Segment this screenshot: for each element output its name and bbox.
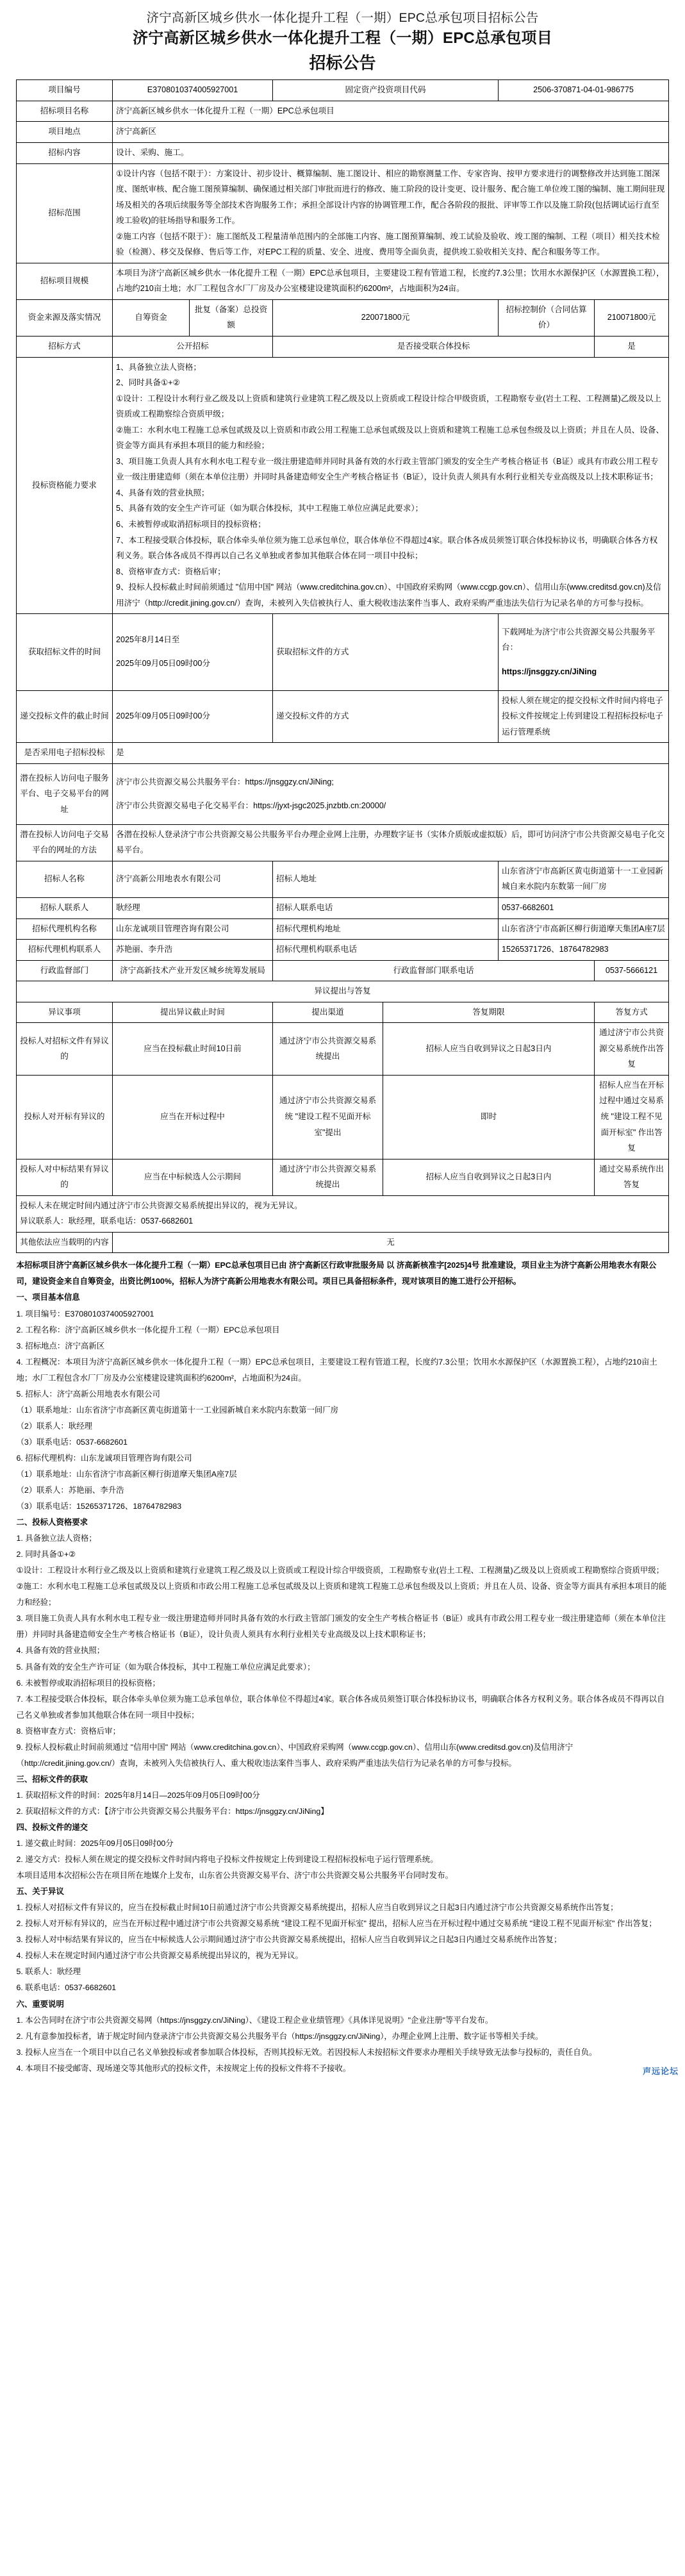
project-scale-label: 招标项目规模 — [16, 263, 112, 299]
tender-scope-paragraph-2: ②施工内容（包括不限于）：施工图纸及工程量清单范围内的全部施工内容、施工图预算编制、竣工试验及验收、竣工图的编制、工程（项目）相关技术检验（检测）、移交及保修、售后等工作，对EPC工程的质量、安全、进度、费用等全面负责，提供竣工验收相关支持、配合和服务等工作。 — [115, 231, 660, 257]
section-4-note: 本项目适用本次招标公告在项目所在地媒介上发布，山东省公共资源交易平台、济宁市公共资源交易公共服务平台同时发布。 — [16, 1871, 453, 1881]
section-5-item: 4. 投标人未在规定时间内通过济宁市公共资源交易系统提出异议的，视为无异议。 — [16, 1951, 303, 1961]
section-6-item: 1. 本公告同时在济宁市公共资源交易网（https://jnsggzy.cn/JiNing）、《建设工程企业业绩管理》《具体详见说明》"企业注册"等平台发布。 — [16, 2015, 493, 2025]
objection-reply-method: 招标人应当在开标过程中通过交易系统 "建设工程不见面开标室" 作出答复 — [595, 1075, 669, 1159]
objection-channel: 通过济宁市公共资源交易系统提出 — [273, 1023, 383, 1076]
qualification-item: 9、投标人投标截止时间前须通过 "信用中国" 网站（www.creditchina.gov.cn）、中国政府采购网（www.ccgp.gov.cn）、信用山东(www.creditsd.gov.cn)及信用济宁（http://credit.jining.gov.cn/）查询，未被列入失信被执行人、重大税收违法案件当事人、政府采购严重违法失信行为记录名单的方可参与投标。 — [115, 583, 661, 608]
tenderer-phone-value: 0537-6682601 — [499, 897, 669, 918]
table-row — [16, 122, 668, 143]
qualification-label: 投标资格能力要求 — [16, 357, 112, 614]
agent-name-value: 山东龙诚项目管理咨询有限公司 — [112, 918, 272, 940]
table-row — [16, 80, 668, 101]
tenderer-contact-label: 招标人联系人 — [16, 897, 112, 918]
section-2-title: 二、投标人资格要求 — [16, 1518, 88, 1527]
table-row — [16, 337, 668, 358]
tender-method-value: 公开招标 — [112, 337, 272, 358]
section-4-item: 2. 递交方式：投标人须在规定的提交投标文件时间内将电子投标文件按规定上传到建设工程招标投标电子运行管理系统。 — [16, 1855, 438, 1865]
control-price-value: 210071800元 — [595, 299, 669, 336]
table-row — [16, 743, 668, 764]
objection-note-2: 异议联系人：耿经理，联系电话：0537-6682601 — [19, 1217, 194, 1226]
tenderer-phone-label: 招标人联系电话 — [273, 897, 499, 918]
doc-acquire-time-end: 2025年09月05日09时00分 — [115, 659, 211, 669]
section-2-item: 9. 投标人投标截止时间前须通过 "信用中国" 网站（www.creditchina.gov.cn）、中国政府采购网（www.ccgp.gov.cn）、信用山东(www.creditsd.gov.cn)及信用济宁（http://credit.jining.gov.cn/）查询，未被列入失信被执行人、重大税收违法案件当事人、政府采购严重违法失信行为记录名单的方可参与投标。 — [16, 1742, 574, 1768]
table-row — [16, 1075, 668, 1159]
table-row — [16, 763, 668, 824]
table-row — [16, 960, 668, 981]
objection-item: 投标人对开标有异议的 — [16, 1075, 112, 1159]
submission-deadline-value: 2025年09月05日09时00分 — [112, 690, 272, 743]
qualification-item: ②施工：水利水电工程施工总承包贰级及以上资质和市政公用工程施工总承包贰级及以上资质和建筑工程施工总承包叁级及以上资质；并且在人员、设备、资金等方面具有承担本项目的能力和经验； — [115, 425, 664, 451]
tenderer-address-value: 山东省济宁市高新区黄屯街道第十一工业园新城自来水院内东数第一间厂房 — [499, 861, 669, 897]
section-5-title: 五、关于异议 — [16, 1887, 64, 1897]
table-row — [16, 981, 668, 1002]
section-1-item: 2. 工程名称：济宁高新区城乡供水一体化提升工程（一期）EPC总承包项目 — [16, 1325, 280, 1334]
section-6-item: 3. 投标人应当在一个项目中以自己名义单独投标或者参加联合体投标，否则其投标无效。若因投标人未按招标文件要求办理相关手续导致无法参与投标的，责任自负。 — [16, 2047, 597, 2057]
table-row — [16, 824, 668, 861]
table-row — [16, 101, 668, 122]
objection-channel: 通过济宁市公共资源交易系统 "建设工程不见面开标室"提出 — [273, 1075, 383, 1159]
qualification-list — [112, 357, 668, 614]
approval-amount-value: 220071800元 — [273, 299, 499, 336]
site-watermark — [643, 2065, 679, 2077]
section-4-item: 1. 递交截止时间：2025年09月05日09时00分 — [16, 1839, 174, 1849]
body-intro: 本招标项目济宁高新区城乡供水一体化提升工程（一期）EPC总承包项目已由 济宁高新区行政审批服务局 以 济高新核准字[2025]4号 批准建设，项目业主为济宁高新公用地表水有限公司，建设资金来自自筹资金，出资比例100%，招标人为济宁高新公用地表水有限公司。项目已具备招标条件，现对该项目的施工进行公开招标。 — [16, 1261, 657, 1286]
project-name-label: 招标项目名称 — [16, 101, 112, 122]
section-5-item: 6. 联系电话：0537-6682601 — [16, 1983, 117, 1993]
agent-name-label: 招标代理机构名称 — [16, 918, 112, 940]
section-1-item: 4. 工程概况：本项目为济宁高新区城乡供水一体化提升工程（一期）EPC总承包项目，主要建设工程有管道工程，长度约7.3公里；饮用水水源保护区（水源置换工程），占地约210亩土地；水厂工程包含水厂厂房及办公室楼建设建筑面积约6200m²，占地面积为24亩。 — [16, 1357, 657, 1383]
objection-notes — [16, 1195, 668, 1232]
section-2-item: 1. 具备独立法人资格； — [16, 1534, 97, 1543]
section-1-item: 6. 招标代理机构：山东龙诚项目管理咨询有限公司 — [16, 1453, 192, 1463]
section-5-item: 1. 投标人对招标文件有异议的，应当在投标截止时间10日前通过济宁市公共资源交易系统提出，招标人应当自收到异议之日起3日内通过济宁市公共资源交易系统作出答复； — [16, 1903, 618, 1913]
agent-sub-item: （1）联系地址：山东省济宁市高新区柳行街道摩天集团A座7层 — [16, 1469, 237, 1479]
project-site-label: 项目地点 — [16, 122, 112, 143]
objection-deadline: 应当在中标候选人公示期间 — [112, 1159, 272, 1195]
table-row — [16, 1023, 668, 1076]
platform-url-value — [112, 763, 668, 824]
qualification-item: 5、具备有效的安全生产许可证（如为联合体投标，其中工程施工单位应满足此要求）； — [115, 504, 424, 513]
qualification-item: 2、同时具备①+② — [115, 378, 180, 388]
qualification-item: ①设计：工程设计水利行业乙级及以上资质和建筑行业建筑工程乙级及以上资质或工程设计综合甲级资质，工程勘察专业(岩土工程、工程测量)乙级及以上资质或工程勘察综合资质甲级； — [115, 394, 661, 419]
tenderer-sub-item: （2）联系人：耿经理 — [16, 1421, 92, 1431]
section-5-item: 5. 联系人：耿经理 — [16, 1967, 81, 1977]
doc-acquire-method-label: 获取招标文件的方式 — [273, 614, 499, 690]
objection-header-reply-method: 答复方式 — [595, 1002, 669, 1023]
platform-url-trading[interactable]: 济宁市公共资源交易电子化交易平台：https://jyxt-jsgc2025.jnzbtb.cn:20000/ — [115, 801, 386, 810]
section-6-item: 4. 本项目不接受邮寄、现场递交等其他形式的投标文件，未按规定上传的投标文件将不予接收。 — [16, 2063, 351, 2073]
section-2-item: ②施工：水利水电工程施工总承包贰级及以上资质和市政公用工程施工总承包贰级及以上资质和建筑工程施工总承包叁级及以上资质；并且在人员、设备、资金等方面具有承担本项目的能力和经验； — [16, 1582, 667, 1608]
fund-source-label: 资金来源及落实情况 — [16, 299, 112, 336]
agent-phone-label: 招标代理机构联系电话 — [273, 940, 499, 961]
objection-channel: 通过济宁市公共资源交易系统提出 — [273, 1159, 383, 1195]
platform-url-public[interactable]: 济宁市公共资源交易公共服务平台：https://jnsggzy.cn/JiNing; — [115, 777, 334, 786]
supervisor-phone-label: 行政监督部门联系电话 — [273, 960, 595, 981]
qualification-item: 7、本工程接受联合体投标，联合体牵头单位须为施工总承包单位，联合体单位不得超过4家。联合体各成员须签订联合体投标协议书，明确联合体各方权利义务。联合体各成员不得再以自己名义单独或者参加其他联合体在同一项目中投标； — [115, 535, 658, 561]
tenderer-name-value: 济宁高新公用地表水有限公司 — [112, 861, 272, 897]
doc-acquire-time-value — [112, 614, 272, 690]
agent-phone-value: 15265371726、18764782983 — [499, 940, 669, 961]
objection-deadline: 应当在开标过程中 — [112, 1075, 272, 1159]
objection-reply-period: 即时 — [383, 1075, 595, 1159]
section-6-title: 六、重要说明 — [16, 1999, 64, 2009]
project-scale-value: 本项目为济宁高新区城乡供水一体化提升工程（一期）EPC总承包项目，主要建设工程有管道工程，长度约7.3公里；饮用水水源保护区（水源置换工程），占地约210亩土地；水厂工程包含水厂厂房及办公室楼建设建筑面积约6200m²，占地面积为24亩。 — [112, 263, 668, 299]
objection-reply-method: 通过交易系统作出答复 — [595, 1159, 669, 1195]
section-3-item: 1. 获取招标文件的时间：2025年8月14日—2025年09月05日09时00分 — [16, 1790, 260, 1800]
tenderer-sub-item: （3）联系电话：0537-6682601 — [16, 1437, 128, 1447]
objection-reply-period: 招标人应当自收到异议之日起3日内 — [383, 1159, 595, 1195]
tenderer-name-label: 招标人名称 — [16, 861, 112, 897]
table-row — [16, 1195, 668, 1232]
doc-acquire-time-label: 获取招标文件的时间 — [16, 614, 112, 690]
objection-deadline: 应当在投标截止时间10日前 — [112, 1023, 272, 1076]
tender-info-table — [16, 79, 669, 1253]
table-row — [16, 690, 668, 743]
project-no-label: 项目编号 — [16, 80, 112, 101]
section-4-title: 四、投标文件的递交 — [16, 1823, 88, 1832]
agent-sub-item: （2）联系人：苏艳丽、李升浩 — [16, 1486, 124, 1495]
agent-address-label: 招标代理机构地址 — [273, 918, 499, 940]
qualification-item: 1、具备独立法人资格； — [115, 362, 201, 372]
objection-reply-method: 通过济宁市公共资源交易系统作出答复 — [595, 1023, 669, 1076]
document-title-bold: 济宁高新区城乡供水一体化提升工程（一期）EPC总承包项目 — [133, 29, 552, 47]
project-no-value: E3708010374005927001 — [112, 80, 272, 101]
e-tender-label: 是否采用电子招标投标 — [16, 743, 112, 764]
section-3-item[interactable]: 2. 获取招标文件的方式：【济宁市公共资源交易公共服务平台：https://jnsggzy.cn/JiNing】 — [16, 1806, 329, 1816]
fixed-asset-code-value: 2506-370871-04-01-986775 — [499, 80, 669, 101]
section-1-title: 一、项目基本信息 — [16, 1293, 80, 1302]
table-row — [16, 861, 668, 897]
watermark-text: 声远论坛 — [642, 2066, 679, 2076]
tender-scope-label: 招标范围 — [16, 163, 112, 263]
agent-contact-label: 招标代理机构联系人 — [16, 940, 112, 961]
table-row — [16, 357, 668, 614]
section-2-item: 5. 具备有效的安全生产许可证（如为联合体投标，其中工程施工单位应满足此要求）； — [16, 1662, 315, 1672]
table-row — [16, 142, 668, 163]
tenderer-sub-item: （1）联系地址：山东省济宁市高新区黄屯街道第十一工业园新城自来水院内东数第一间厂房 — [16, 1405, 339, 1415]
fund-source-value: 自筹资金 — [112, 299, 189, 336]
table-row — [16, 940, 668, 961]
section-2-item: 4. 具备有效的营业执照； — [16, 1646, 105, 1656]
project-site-value: 济宁高新区 — [112, 122, 668, 143]
tender-content-value: 设计、采购、施工。 — [112, 142, 668, 163]
doc-acquire-time-start: 2025年8月14日至 — [115, 635, 180, 645]
section-2-item: 3. 项目施工负责人具有水利水电工程专业一级注册建造师并同时具备有效的水行政主管部门颁发的安全生产考核合格证书（B证）或具有市政公用工程专业一级注册建造师（须在本单位注册）并同时具备建造师安全生产考核合格证书（B证），设计负责人须具有水利行业相关专业高级及以上技术职称证书； — [16, 1614, 666, 1640]
section-5-item: 2. 投标人对开标有异议的，应当在开标过程中通过济宁市公共资源交易系统 "建设工程不见面开标室" 提出，招标人应当在开标过程中通过交易系统 "建设工程不见面开标室" 作出答复； — [16, 1919, 657, 1929]
objection-header-channel: 提出渠道 — [273, 1002, 383, 1023]
section-2-item: 7. 本工程接受联合体投标，联合体牵头单位须为施工总承包单位，联合体单位不得超过4家。联合体各成员须签订联合体投标协议书，明确联合体各方权利义务。联合体各成员不得再以自己名义单独或者参加其他联合体在同一项目中投标； — [16, 1694, 665, 1720]
supervisor-label: 行政监督部门 — [16, 960, 112, 981]
supervisor-phone-value: 0537-5666121 — [595, 960, 669, 981]
table-row — [16, 1159, 668, 1195]
tender-content-label: 招标内容 — [16, 142, 112, 163]
tenderer-address-label: 招标人地址 — [273, 861, 499, 897]
section-1-item: 1. 项目编号：E3708010374005927001 — [16, 1309, 154, 1318]
control-price-label: 招标控制价（合同估算价） — [499, 299, 595, 336]
agent-sub-item: （3）联系电话：15265371726、18764782983 — [16, 1502, 182, 1511]
submission-method-value: 投标人须在规定的提交投标文件时间内将电子投标文件按规定上传到建设工程招标投标电子运行管理系统 — [499, 690, 669, 743]
table-row — [16, 299, 668, 336]
table-row — [16, 614, 668, 690]
platform-url-label: 潜在投标人访问电子服务平台、电子交易平台的网址 — [16, 763, 112, 824]
section-2-item: 8. 资格审查方式：资格后审； — [16, 1726, 120, 1736]
objection-header-item: 异议事项 — [16, 1002, 112, 1023]
objection-header-deadline: 提出异议截止时间 — [112, 1002, 272, 1023]
platform-access-method-label: 潜在投标人访问电子交易平台的网址的方法 — [16, 824, 112, 861]
qualification-item: 3、项目施工负责人具有水利水电工程专业一级注册建造师并同时具备有效的水行政主管部门颁发的安全生产考核合格证书（B证）或具有市政公用工程专业一级注册建造师（须在本单位注册）并同时具备建造师安全生产考核合格证书（B证），设计负责人须具有水利行业相关专业高级及以上技术职称证书； — [115, 456, 659, 482]
objection-note-1: 投标人未在规定时间内通过济宁市公共资源交易系统提出异议的，视为无异议。 — [19, 1201, 302, 1210]
section-2-item: 2. 同时具备①+② — [16, 1550, 76, 1559]
tender-scope-paragraph-1: ①设计内容（包括不限于）：方案设计、初步设计、概算编制、施工图设计、相应的勘察测量工作、专家咨询、按甲方要求进行的调整修改并达到施工图深度、图纸审核、配合施工图预算编制、确保通过相关部门审批而进行的修改、施工阶段的设计变更、设计服务、配合施工单位竣工图的编制、施工期间驻现场及相关的各项后续服务等全部技术咨询服务工作；承担全部设计内容的协调管理工作，配合各阶段的报批、评审等工作以及施工阶段(包括调试运行直至竣工验收)的驻场指导和服务工作。 — [115, 169, 665, 226]
doc-acquire-method-value — [499, 614, 669, 690]
tenderer-contact-value: 耿经理 — [112, 897, 272, 918]
tender-scope-value — [112, 163, 668, 263]
other-content-value: 无 — [112, 1232, 668, 1253]
section-1-item: 3. 招标地点：济宁高新区 — [16, 1341, 105, 1350]
announcement-body — [17, 1258, 669, 2076]
section-2-item: ①设计：工程设计水利行业乙级及以上资质和建筑行业建筑工程乙级及以上资质或工程设计综合甲级资质，工程勘察专业(岩土工程、工程测量)乙级及以上资质或工程勘察综合资质甲级； — [16, 1566, 664, 1575]
doc-acquire-method-url[interactable]: https://jnsggzy.cn/JiNing — [502, 667, 597, 676]
submission-deadline-label: 递交投标文件的截止时间 — [16, 690, 112, 743]
tender-method-label: 招标方式 — [16, 337, 112, 358]
qualification-item: 8、资格审查方式：资格后审； — [115, 567, 226, 576]
objection-item: 投标人对招标文件有异议的 — [16, 1023, 112, 1076]
doc-acquire-method-text: 下载网址为济宁市公共资源交易公共服务平台： — [502, 627, 656, 652]
section-1-item: 5. 招标人：济宁高新公用地表水有限公司 — [16, 1389, 160, 1399]
objection-section-title: 异议提出与答复 — [16, 981, 668, 1002]
e-tender-value: 是 — [112, 743, 668, 764]
approval-amount-label: 批复（备案）总投资额 — [189, 299, 272, 336]
table-row — [16, 1002, 668, 1023]
title-block — [0, 0, 685, 76]
agent-contact-value: 苏艳丽、李升浩 — [112, 940, 272, 961]
objection-header-reply-period: 答复期限 — [383, 1002, 595, 1023]
consortium-value: 是 — [595, 337, 669, 358]
platform-access-method-value: 各潜在投标人登录济宁市公共资源交易公共服务平台办理企业网上注册，办理数字证书（实体介质版或虚拟版）后，即可访问济宁市公共资源交易电子化交易平台。 — [112, 824, 668, 861]
objection-reply-period: 招标人应当自收到异议之日起3日内 — [383, 1023, 595, 1076]
objection-item: 投标人对中标结果有异议 的 — [16, 1159, 112, 1195]
consortium-label: 是否接受联合体投标 — [273, 337, 595, 358]
table-row — [16, 263, 668, 299]
section-2-item: 6. 未被暂停或取消招标项目的投标资格； — [16, 1678, 160, 1688]
section-5-item: 3. 投标人对中标结果有异议的，应当在中标候选人公示期间通过济宁市公共资源交易系统提出，招标人应当自收到异议之日起3日内通过交易系统作出答复； — [16, 1935, 562, 1945]
document-title-light: 济宁高新区城乡供水一体化提升工程（一期）EPC总承包项目招标公告 — [146, 11, 539, 25]
table-row — [16, 1232, 668, 1253]
table-row — [16, 918, 668, 940]
other-content-label: 其他依法应当载明的内容 — [16, 1232, 112, 1253]
agent-address-value: 山东省济宁市高新区柳行街道摩天集团A座7层 — [499, 918, 669, 940]
page-title: 招标公告 — [309, 53, 376, 73]
submission-method-label: 递交投标文件的方式 — [273, 690, 499, 743]
qualification-item: 4、具备有效的营业执照； — [115, 488, 210, 497]
section-3-title: 三、招标文件的获取 — [16, 1774, 88, 1784]
project-name-value: 济宁高新区城乡供水一体化提升工程（一期）EPC总承包项目 — [112, 101, 668, 122]
table-row — [16, 897, 668, 918]
table-row — [16, 163, 668, 263]
section-6-item: 2. 凡有意参加投标者，请于规定时间内登录济宁市公共资源交易公共服务平台（https://jnsggzy.cn/JiNing），办理企业网上注册、数字证书等相关手续。 — [16, 2031, 543, 2041]
supervisor-value: 济宁高新技术产业开发区城乡统筹发展局 — [112, 960, 272, 981]
fixed-asset-code-label: 固定资产投资项目代码 — [273, 80, 499, 101]
qualification-item: 6、未被暂停或取消招标项目的投标资格； — [115, 520, 266, 529]
